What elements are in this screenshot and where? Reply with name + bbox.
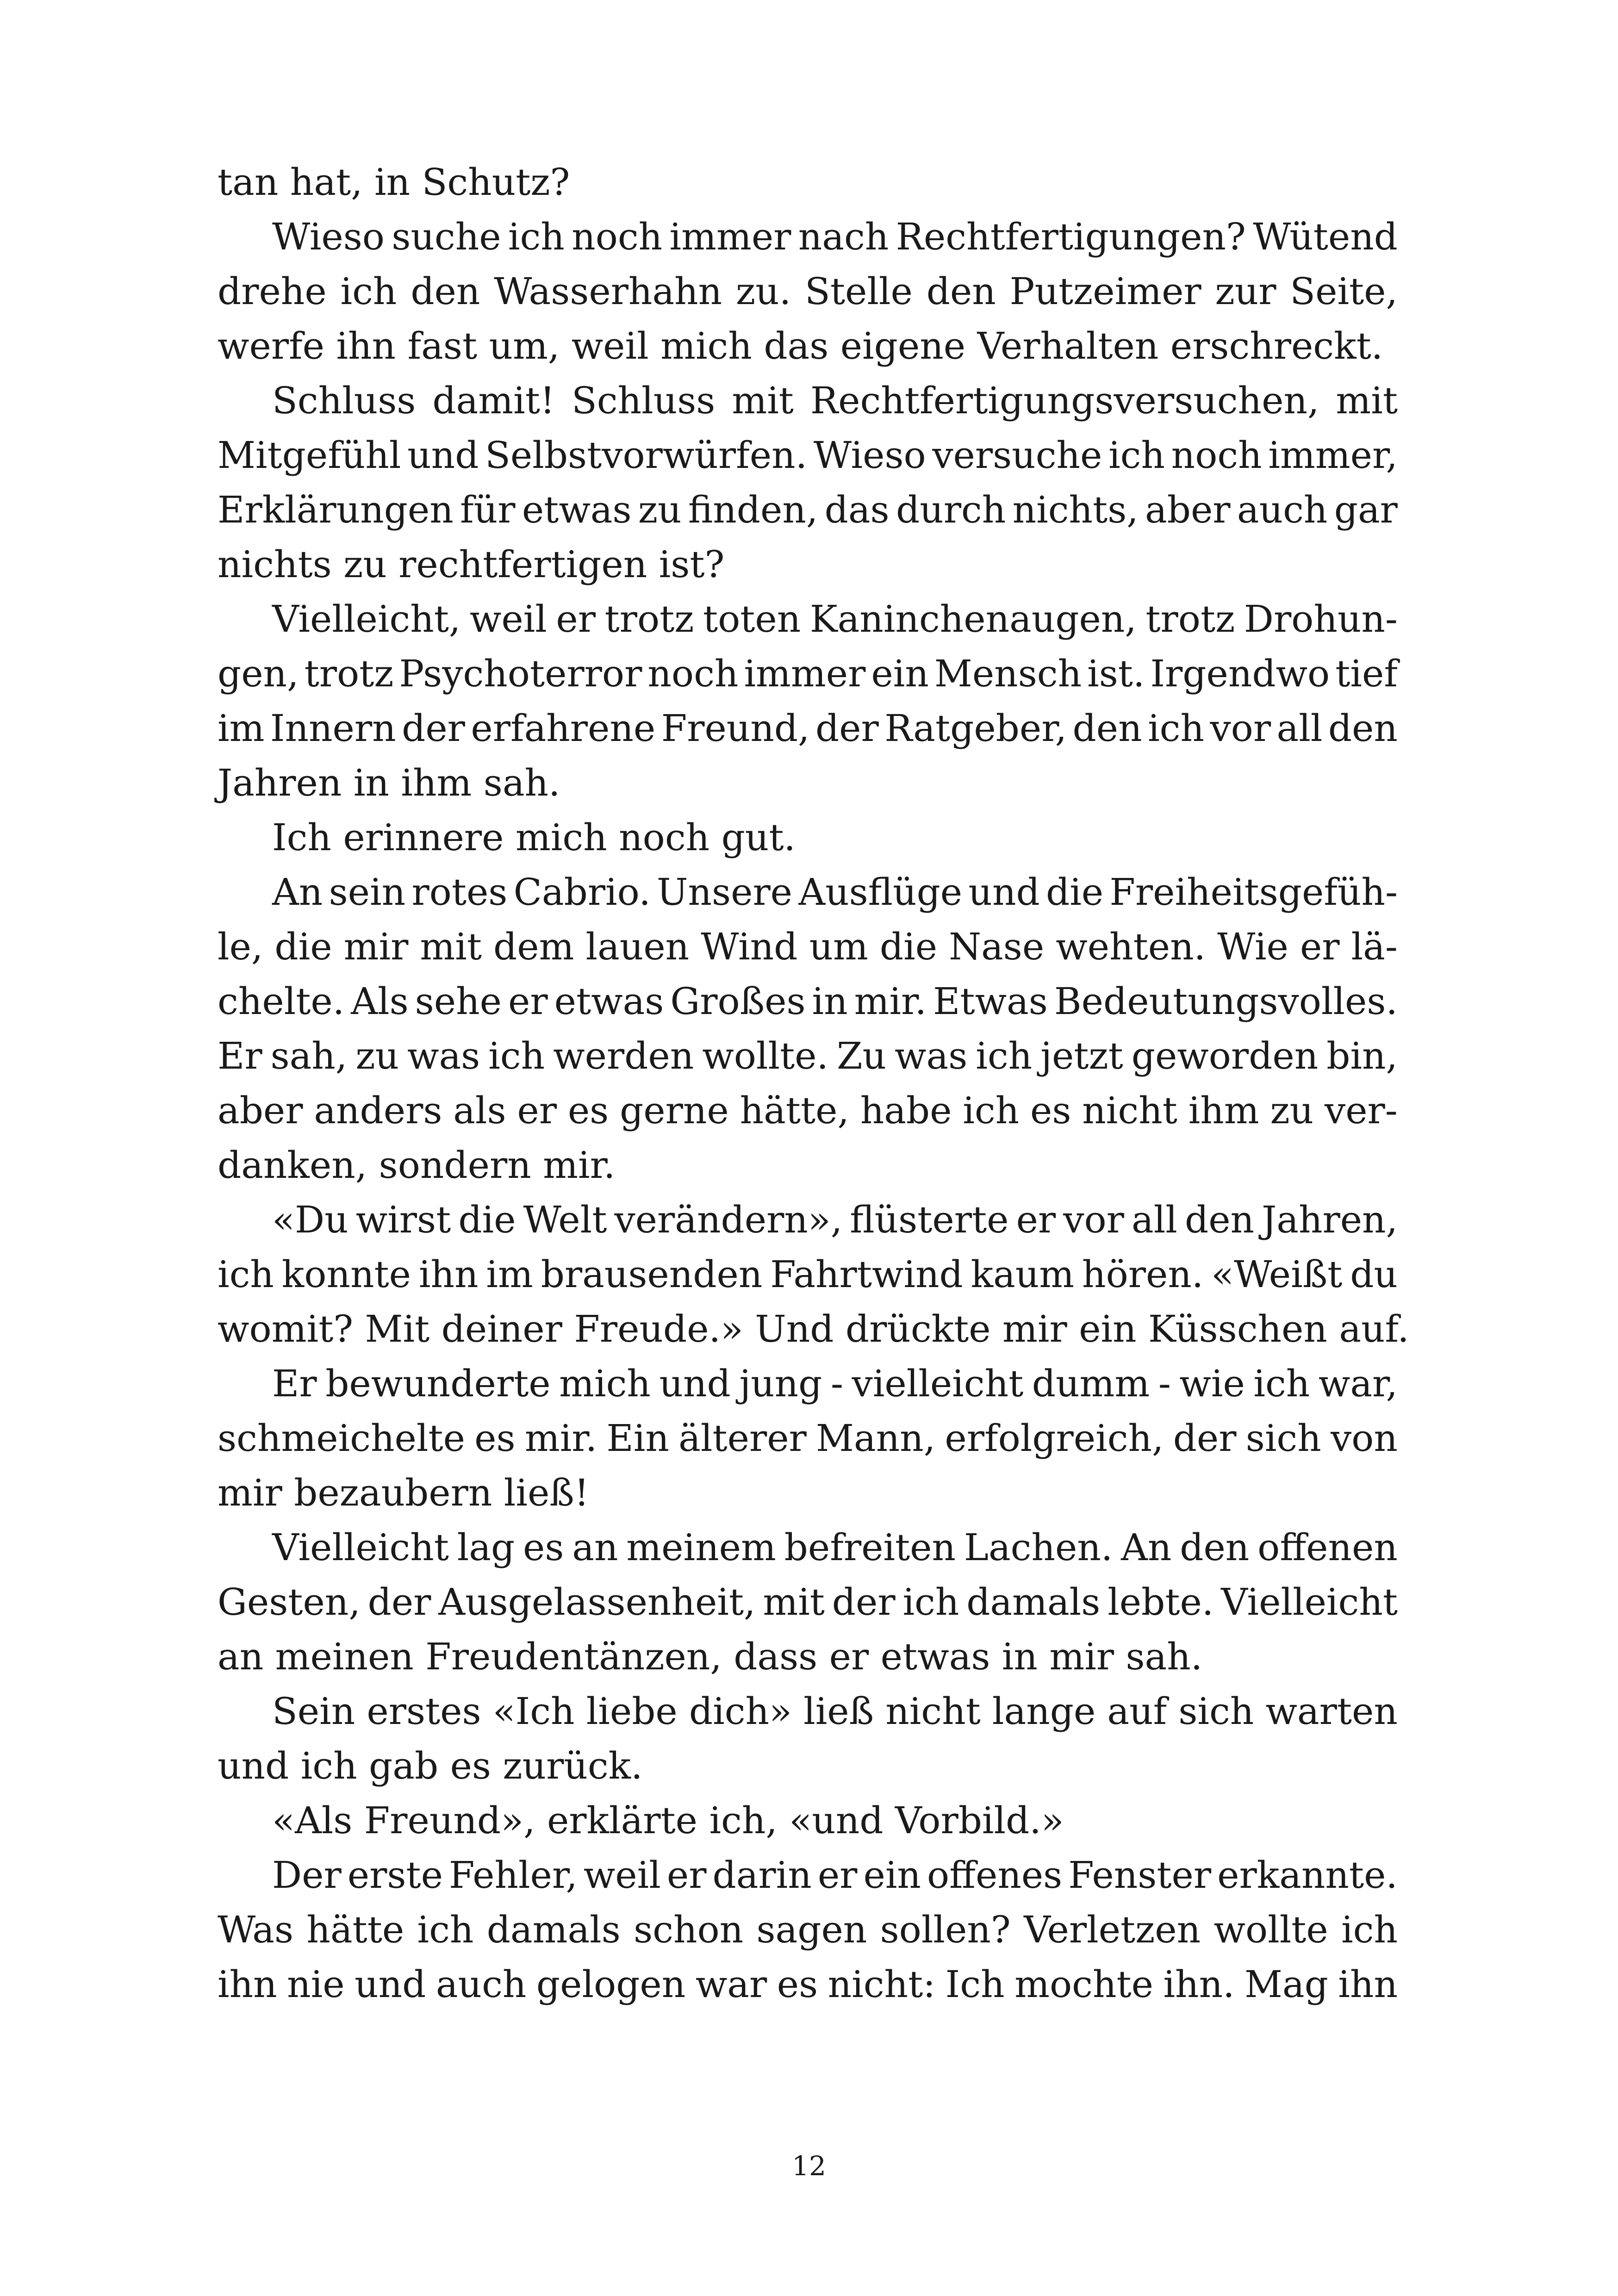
text-line: nichts zu rechtfertigen ist? (218, 543, 725, 586)
text-line: an meinen Freudentänzen, dass er etwas in mir sah. (218, 1635, 1203, 1678)
text-line: An sein rotes Cabrio. Unsere Ausflüge und die Freiheitsgefüh- (272, 871, 1398, 914)
text-line: tan hat, in Schutz? (218, 161, 570, 204)
text-line: und ich gab es zurück. (218, 1744, 643, 1787)
paragraph (218, 210, 1398, 373)
paragraph (218, 1684, 1398, 1793)
text-line: ich konnte ihn im brausenden Fahrtwind kaum hören. «Weißt du (218, 1253, 1398, 1296)
text-line: Sein erstes «Ich liebe dich» ließ nicht lange auf sich warten (272, 1690, 1398, 1733)
text-line: Gesten, der Ausgelassenheit, mit der ich damals lebte. Vielleicht (218, 1580, 1398, 1624)
body-text (218, 155, 1409, 2012)
text-line: werfe ihn fast um, weil mich das eigene Verhalten erschreckt. (218, 324, 1383, 367)
text-line: Erklärungen für etwas zu finden, das durch nichts, aber auch gar (218, 488, 1398, 531)
text-line: ihn nie und auch gelogen war es nicht: Ich mochte ihn. Mag ihn (218, 1963, 1398, 2006)
text-line: Er sah, zu was ich werden wollte. Zu was ich jetzt geworden bin, (218, 1034, 1398, 1077)
paragraph (218, 1356, 1398, 1520)
text-line: «Als Freund», erklärte ich, «und Vorbild.» (272, 1799, 1064, 1842)
paragraph (218, 1520, 1398, 1684)
paragraph (218, 865, 1398, 1193)
text-line: Schluss damit! Schluss mit Rechtfertigungsversuchen, mit (272, 379, 1398, 422)
paragraph (218, 1793, 1398, 1848)
paragraph (218, 1193, 1409, 1356)
text-line: mir bezaubern ließ! (218, 1471, 589, 1514)
text-line: im Innern der erfahrene Freund, der Ratgeber, den ich vor all den (218, 707, 1398, 750)
paragraph (218, 810, 1398, 865)
text-line: drehe ich den Wasserhahn zu. Stelle den Putzeimer zur Seite, (218, 270, 1398, 313)
text-line: Wieso suche ich noch immer nach Rechtfertigungen? Wütend (272, 215, 1398, 258)
text-line: Mitgefühl und Selbstvorwürfen. Wieso versuche ich noch immer, (218, 434, 1398, 477)
text-line: le, die mir mit dem lauen Wind um die Nase wehten. Wie er lä- (218, 925, 1398, 968)
text-line: «Du wirst die Welt verändern», flüsterte er vor all den Jahren, (272, 1198, 1398, 1241)
text-line: Der erste Fehler, weil er darin er ein offenes Fenster erkannte. (272, 1854, 1398, 1897)
page-number: 12 (792, 2150, 826, 2182)
text-line: Er bewunderte mich und jung - vielleicht dumm - wie ich war, (272, 1362, 1398, 1405)
paragraph (218, 373, 1398, 592)
paragraph (218, 1848, 1398, 2012)
text-line: gen, trotz Psychoterror noch immer ein Mensch ist. Irgendwo tief (218, 652, 1398, 695)
text-line: Vielleicht, weil er trotz toten Kaninchenaugen, trotz Drohun- (272, 597, 1398, 641)
text-line: Was hätte ich damals schon sagen sollen? Verletzen wollte ich (218, 1908, 1398, 1951)
text-line: danken, sondern mir. (218, 1144, 616, 1187)
text-line: schmeichelte es mir. Ein älterer Mann, erfolgreich, der sich von (218, 1417, 1398, 1460)
text-line: aber anders als er es gerne hätte, habe ich es nicht ihm zu ver- (218, 1089, 1398, 1132)
text-line: womit? Mit deiner Freude.» Und drückte mir ein Küsschen auf. (218, 1307, 1409, 1350)
paragraph (218, 155, 1398, 210)
text-line: Ich erinnere mich noch gut. (272, 816, 796, 859)
text-line: Vielleicht lag es an meinem befreiten Lachen. An den offenen (272, 1526, 1398, 1569)
text-line: chelte. Als sehe er etwas Großes in mir. Etwas Bedeutungsvolles. (218, 980, 1398, 1023)
paragraph (218, 592, 1398, 810)
text-line: Jahren in ihm sah. (218, 761, 560, 804)
